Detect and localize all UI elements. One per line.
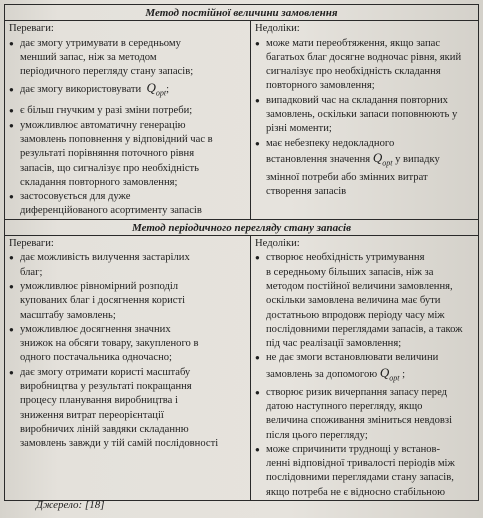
section-title: Метод періодичного перегляду стану запасів: [5, 219, 479, 235]
cons-label: Недоліки:: [255, 23, 300, 35]
list-item: ● дає можливість вилучення застарілих благ;: [9, 252, 190, 278]
list-item: ● уможливлює досягнення значних знижок на обсяги товару, закупленого в одного постачальника одночасно;: [9, 323, 199, 364]
pros-label: Переваги:: [9, 238, 54, 250]
pros-label: Переваги:: [9, 23, 54, 35]
list-item: ● є більш гнучким у разі зміни потреби;: [9, 105, 193, 117]
list-item: ● дає змогу утримувати в середньому менший запас, ніж за методом періодичного перегляду стану запасів;: [9, 37, 194, 78]
section-body-row: [5, 21, 479, 219]
section-body-row: [5, 236, 479, 501]
list-item: ● застосовується для дуже диференційованого асортименту запасів: [9, 191, 202, 217]
list-item: ● уможливлює автоматичну генерацію замовлень поповнення у відповідний час в результаті порівняння поточного рівня запасів, що сигналізує про необхідність складання повторного замовлення;: [9, 119, 213, 188]
list-item: ● випадковий час на складання повторних замовлень, оскільки запаси поповнюють у різні моменти;: [255, 94, 458, 135]
list-item: ● може мати переобтяження, якщо запас багатьох благ досягне водночас рівня, який сигналізує про необхідність складання повторного замовлення;: [255, 37, 462, 92]
cons-cell: [251, 21, 479, 219]
section-header-row: [5, 219, 479, 235]
cons-cell: [251, 236, 479, 501]
source-note: Джерело: [18]: [36, 499, 105, 511]
methods-comparison-table: [4, 4, 479, 501]
list-item: ● не дає змоги встановлювати величини замовлень за допомогою $Q_{opt}$ ;: [255, 352, 439, 383]
list-item: ● дає змогу використовувати $Q_{opt}$;: [9, 80, 170, 99]
section-header-row: [5, 5, 479, 21]
list-item: ● може спричинити труднощі у встанов- ленні відповідної тривалості періодів між послідовними переглядами стану запасів, якщо потреба не є відносно стабільною: [255, 443, 455, 498]
pros-cell: [5, 21, 251, 219]
list-item: ● створює ризик вичерпання запасу перед датою наступного перегляду, якщо величина споживання зміниться невдовзі після цього перегляду;: [255, 386, 453, 441]
list-item: ● уможливлює рівномірний розподіл купованих благ і досягнення користі масштабу замовлень;: [9, 280, 186, 321]
section-title: Метод постійної величини замовлення: [5, 5, 479, 21]
list-item: ● створює необхідність утримування в середньому більших запасів, ніж за методом постійної величини замовлення, оскільки замовлена величина має бути достатньою впродовж періоду часу між послідовними переглядами запасів, а також під час реалізації замовлення;: [255, 252, 463, 350]
list-item: ● має небезпеку недокладного встановлення значення $Q_{opt}$ у випадку змінної потреби або змінних витрат створення запасів: [255, 137, 440, 198]
list-item: ● дає змогу отримати користі масштабу виробництва у результаті покращання процесу планування виробництва і зниження витрат переорієнтації виробничих ліній завдяки складанню замовлень завжди у тій самій послідовності: [9, 366, 219, 450]
cons-label: Недоліки:: [255, 238, 300, 250]
pros-cell: [5, 236, 251, 501]
